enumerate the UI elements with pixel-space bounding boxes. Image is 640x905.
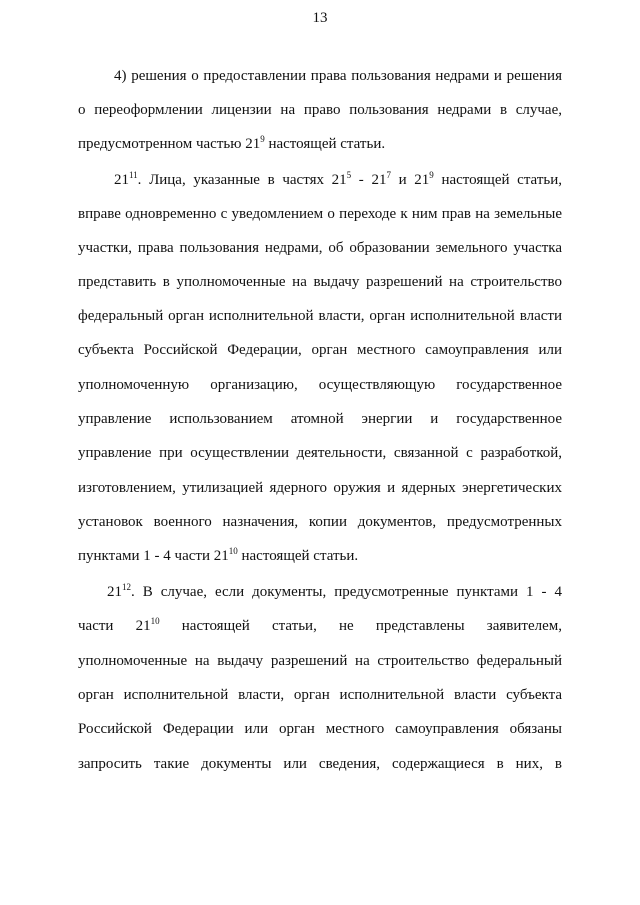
paragraph-2-line-10: изготовлением, утилизацией ядерного оружия и ядерных энергетических — [78, 480, 562, 496]
paragraph-2-line-11: установок военного назначения, копии документов, предусмотренных — [78, 514, 562, 530]
paragraph-3-line-6: запросить такие документы или сведения, содержащиеся в них, в — [78, 756, 562, 772]
paragraph-3-line-3: уполномоченные на выдачу разрешений на строительство федеральный — [78, 653, 562, 669]
paragraph-2-line-4: представить в уполномоченные на выдачу разрешений на строительство — [78, 274, 562, 290]
text-run: и 21 — [390, 172, 430, 188]
paragraph-2-line-7: уполномоченную организацию, осуществляющую государственное — [78, 377, 562, 393]
text-run: . Лица, указанные в частях 21 — [137, 172, 347, 188]
paragraph-1-line-2: о переоформлении лицензии на право пользования недрами в случае, — [78, 102, 562, 118]
paragraph-2-line-8: управление использованием атомной энергии и государственное — [78, 411, 562, 427]
superscript: 5 — [346, 170, 352, 180]
paragraph-3-line-1 — [107, 582, 562, 602]
text-run: - 21 — [351, 172, 387, 188]
superscript: 12 — [122, 582, 131, 592]
paragraph-1-line-1: 4) решения о предоставлении права пользования недрами и решения — [114, 68, 562, 84]
paragraph-2-line-12 — [78, 546, 562, 566]
paragraph-2-line-2: вправе одновременно с уведомлением о переходе к ним прав на земельные — [78, 206, 562, 222]
text-run: настоящей статьи, — [433, 172, 562, 188]
paragraph-2-line-9: управление при осуществлении деятельности, связанной с разработкой, — [78, 445, 562, 461]
paragraph-2-line-6: субъекта Российской Федерации, орган местного самоуправления или — [78, 342, 562, 358]
text-run: пунктами 1 - 4 части 21 — [78, 548, 229, 564]
superscript: 11 — [129, 170, 138, 180]
paragraph-2-line-3: участки, права пользования недрами, об образовании земельного участка — [78, 240, 562, 256]
text-run: 21 — [107, 584, 122, 600]
superscript: 10 — [228, 546, 238, 556]
page-number: 13 — [312, 10, 328, 26]
text-run: 21 — [114, 172, 129, 188]
text-run: части 21 — [78, 618, 151, 634]
text-run: . В случае, если документы, предусмотренные пунктами 1 - 4 — [131, 584, 562, 600]
superscript: 7 — [386, 170, 391, 180]
superscript: 9 — [260, 134, 265, 144]
text-run: настоящей статьи. — [264, 136, 386, 152]
paragraph-3-line-4: орган исполнительной власти, орган исполнительной власти субъекта — [78, 687, 562, 703]
text-run: настоящей статьи, не представлены заявителем, — [159, 618, 562, 634]
superscript: 10 — [150, 616, 160, 626]
paragraph-2-line-1 — [114, 170, 562, 190]
paragraph-1-line-3 — [78, 134, 562, 154]
paragraph-2-line-5: федеральный орган исполнительной власти, орган исполнительной власти — [78, 308, 562, 324]
text-run: предусмотренном частью 21 — [78, 136, 261, 152]
superscript: 9 — [429, 170, 434, 180]
paragraph-3-line-5: Российской Федерации или орган местного самоуправления обязаны — [78, 721, 562, 737]
text-run: настоящей статьи. — [237, 548, 359, 564]
paragraph-3-line-2 — [78, 616, 562, 636]
